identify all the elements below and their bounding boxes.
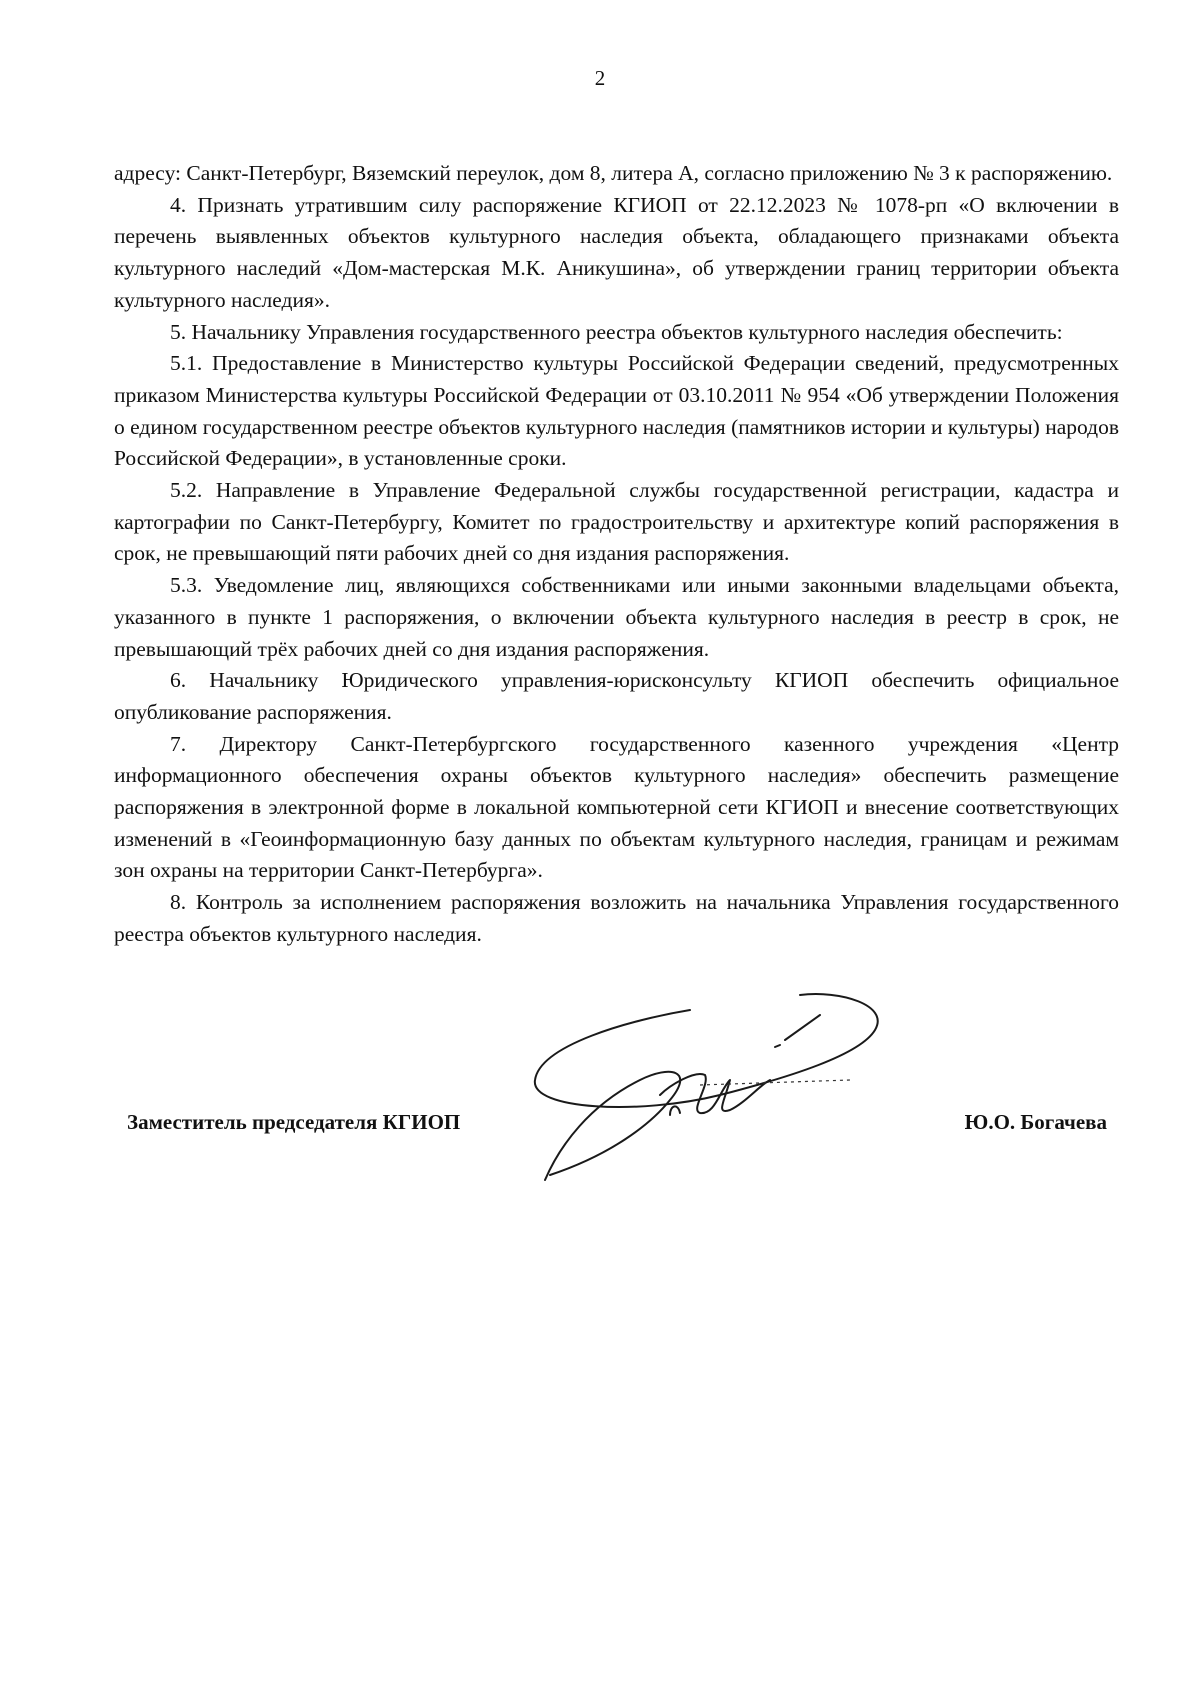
- paragraph-item-4: 4. Признать утратившим силу распоряжение КГИОП от 22.12.2023 № 1078-рп «О включении в перечень выявленных объектов культурного наследия объекта, обладающего признаками объекта культурного наследий «Дом-мастерская М.К. Аникушина», об утверждении границ территории объекта культурного наследия».: [114, 192, 1119, 312]
- signer-name: Ю.О. Богачева: [964, 1110, 1107, 1134]
- paragraph-item-5-3: 5.3. Уведомление лиц, являющихся собственниками или иными законными владельцами объекта, указанного в пункте 1 распоряжения, о включении объекта культурного наследия в реестр в срок, не превышающий трёх рабочих дней со дня издания распоряжения.: [114, 573, 1119, 661]
- signer-title: Заместитель председателя КГИОП: [127, 1110, 461, 1134]
- signature-block: [127, 1110, 1107, 1150]
- paragraph-continuation: адресу: Санкт-Петербург, Вяземский переулок, дом 8, литера А, согласно приложению № 3 к распоряжению.: [114, 161, 1113, 185]
- page-number: 2: [594, 66, 606, 90]
- paragraph-item-5: 5. Начальнику Управления государственного реестра объектов культурного наследия обеспечить:: [170, 319, 1063, 344]
- handwritten-signature: [520, 985, 920, 1195]
- paragraph-item-6: 6. Начальнику Юридического управления-юрисконсульту КГИОП обеспечить официальное опубликование распоряжения.: [114, 668, 1119, 724]
- paragraph-item-8: 8. Контроль за исполнением распоряжения возложить на начальника Управления государственного реестра объектов культурного наследия.: [114, 890, 1119, 946]
- paragraph-item-5-2: 5.2. Направление в Управление Федеральной службы государственной регистрации, кадастра и картографии по Санкт-Петербургу, Комитет по градостроительству и архитектуре копий распоряжения в срок, не превышающий пяти рабочих дней со дня издания распоряжения.: [114, 478, 1119, 566]
- paragraph-item-5-1: 5.1. Предоставление в Министерство культуры Российской Федерации сведений, предусмотренных приказом Министерства культуры Российской Федерации от 03.10.2011 № 954 «Об утверждении Положения о едином государственном реестре объектов культурного наследия (памятников истории и культуры) народов Российской Федерации», в установленные сроки.: [114, 351, 1119, 471]
- document-body: [114, 158, 1119, 951]
- paragraph-item-7: 7. Директору Санкт-Петербургского государственного казенного учреждения «Центр информационного обеспечения охраны объектов культурного наследия» обеспечить размещение распоряжения в электронной форме в локальной компьютерной сети КГИОП и внесение соответствующих изменений в «Геоинформационную базу данных по объектам культурного наследия, границам и режимам зон охраны на территории Санкт-Петербурга».: [114, 731, 1119, 883]
